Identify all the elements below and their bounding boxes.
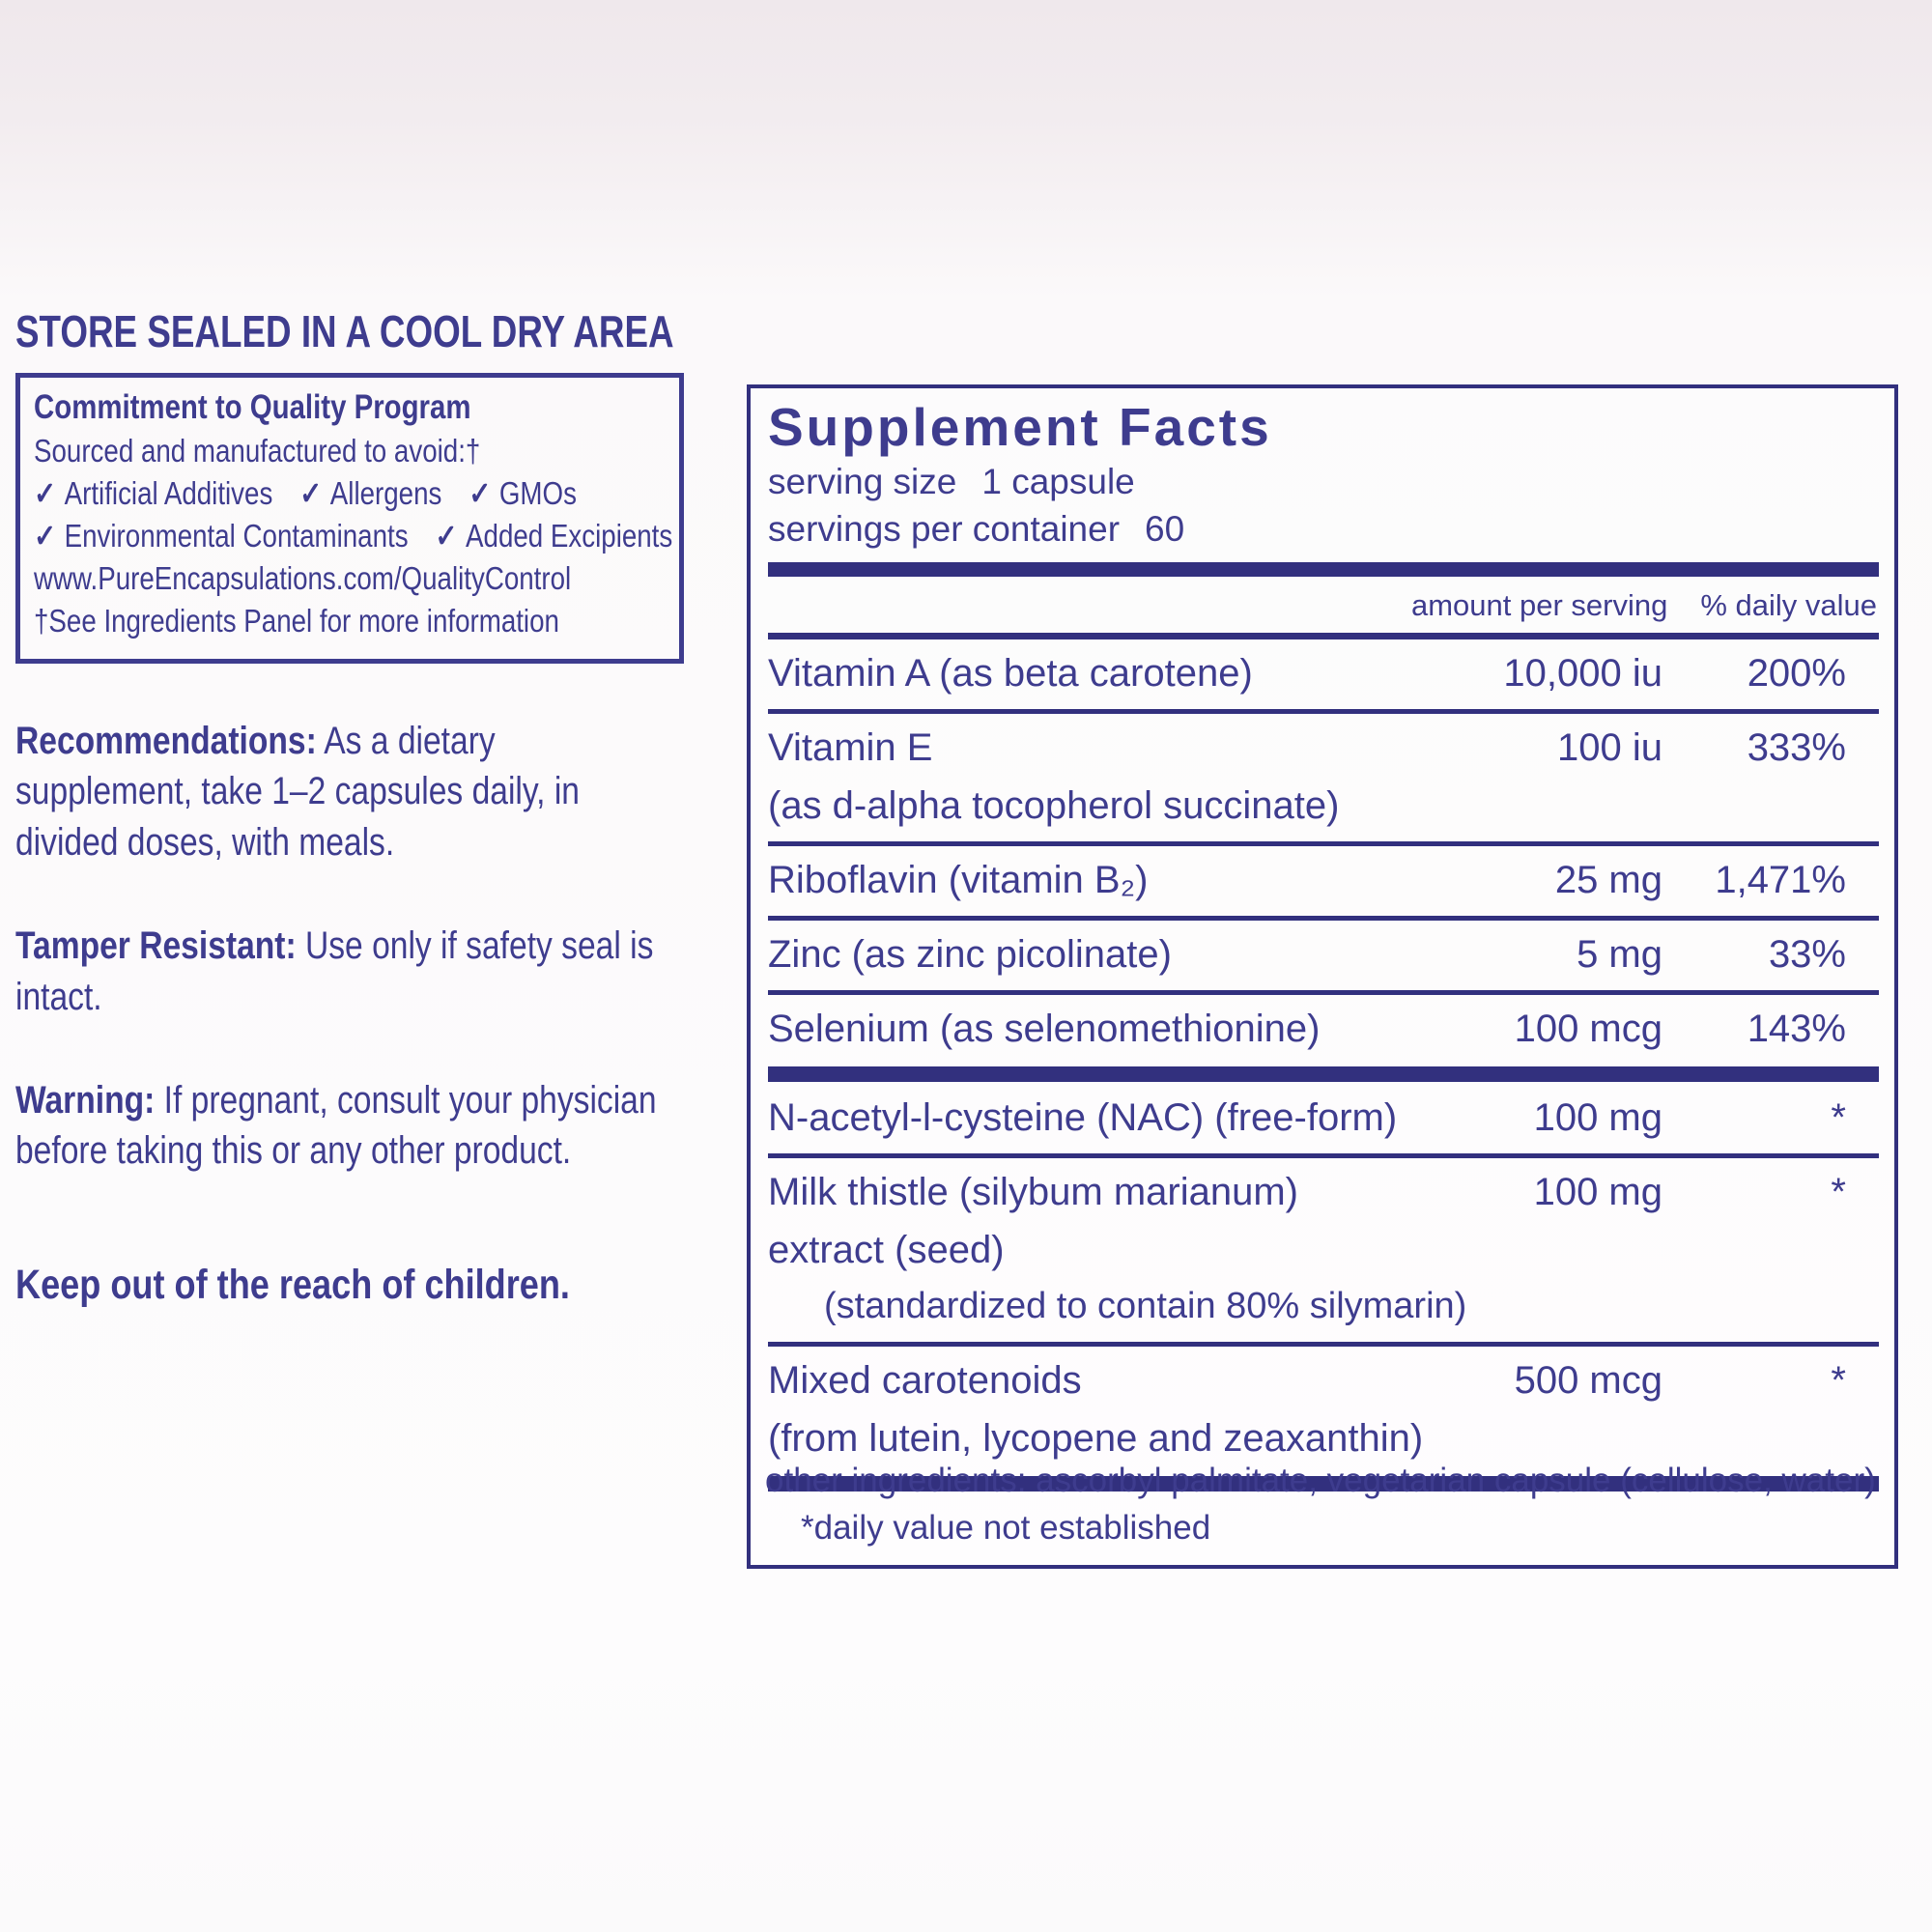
- nutrient-daily-value: *: [1831, 1096, 1846, 1139]
- nutrient-name: Riboflavin (vitamin B₂): [768, 859, 1149, 901]
- quality-box-footnote: †See Ingredients Panel for more information: [34, 603, 559, 639]
- nutrient-amount: 100 mcg: [1514, 1008, 1662, 1050]
- serving-size-value: 1 capsule: [981, 461, 1135, 501]
- warning-paragraph: [15, 1075, 674, 1178]
- facts-title: Supplement Facts: [768, 397, 1272, 457]
- table-row: [768, 1347, 1879, 1474]
- check-icon: ✓: [299, 474, 323, 511]
- nutrient-daily-value: 33%: [1768, 933, 1846, 976]
- nutrient-amount: 500 mcg: [1514, 1358, 1662, 1402]
- check-item-label: Environmental Contaminants: [64, 517, 409, 554]
- check-item: [34, 475, 280, 511]
- serving-size-line: [768, 460, 1879, 503]
- supplement-facts-panel: [747, 384, 1898, 1569]
- serving-size-label: serving size: [768, 461, 957, 501]
- nutrient-name: Vitamin A (as beta carotene): [768, 652, 1253, 695]
- check-icon: ✓: [34, 517, 57, 554]
- column-headers: [768, 581, 1879, 633]
- check-item-label: Allergens: [329, 474, 442, 511]
- nutrient-daily-value: 1,471%: [1715, 859, 1846, 901]
- daily-value-footnote: *daily value not established: [801, 1508, 1211, 1547]
- nutrient-amount: 100 mg: [1533, 1096, 1662, 1139]
- tamper-label: Tamper Resistant:: [15, 923, 297, 967]
- nutrient-name: Zinc (as zinc picolinate): [768, 933, 1172, 976]
- quality-box-title: Commitment to Quality Program: [34, 388, 471, 426]
- nutrient-amount: 100 iu: [1557, 726, 1662, 769]
- nutrient-name: Selenium (as selenomethionine): [768, 1008, 1321, 1050]
- quality-control-url: www.PureEncapsulations.com/QualityControl: [34, 560, 572, 597]
- nutrient-daily-value: 143%: [1747, 1008, 1846, 1050]
- tamper-text: Use only if safety seal is intact.: [15, 923, 654, 1018]
- table-row: [768, 921, 1879, 990]
- table-row: [768, 1158, 1879, 1342]
- nutrient-name-continued: (as d-alpha tocopherol succinate): [768, 784, 1340, 827]
- recommendations-paragraph: [15, 716, 674, 868]
- table-row: [768, 714, 1879, 841]
- nutrient-amount: 100 mg: [1533, 1171, 1662, 1213]
- nutrient-daily-value: *: [1831, 1358, 1846, 1402]
- keep-out-of-reach-text: Keep out of the reach of children.: [15, 1262, 570, 1309]
- nutrient-amount: 10,000 iu: [1503, 652, 1662, 695]
- warning-text: If pregnant, consult your physician before taking this or any other product.: [15, 1078, 657, 1173]
- servings-value: 60: [1145, 508, 1185, 549]
- divider-thick: [768, 562, 1879, 577]
- table-row: [768, 1084, 1879, 1153]
- check-item-label: Artificial Additives: [64, 474, 273, 511]
- recommendations-text: As a dietary supplement, take 1–2 capsules daily, in divided doses, with meals.: [15, 719, 580, 865]
- quality-box: [15, 373, 684, 664]
- nutrient-standardization-note: (standardized to contain 80% silymarin): [824, 1286, 1467, 1326]
- nutrient-name: N-acetyl-l-cysteine (NAC) (free-form): [768, 1096, 1398, 1139]
- nutrient-name: Vitamin E: [768, 726, 933, 769]
- nutrient-name: Mixed carotenoids: [768, 1358, 1082, 1402]
- check-item: [34, 518, 415, 554]
- tamper-paragraph: [15, 921, 674, 1023]
- daily-value-column-header: % daily value: [1700, 588, 1877, 622]
- table-row: [768, 639, 1879, 709]
- recommendations-label: Recommendations:: [15, 719, 317, 762]
- check-item: [435, 518, 672, 554]
- check-item-label: Added Excipients: [466, 517, 673, 554]
- nutrient-name: Milk thistle (silybum marianum): [768, 1171, 1298, 1213]
- nutrient-name-continued: (from lutein, lycopene and zeaxanthin): [768, 1416, 1424, 1460]
- nutrient-amount: 25 mg: [1554, 859, 1662, 901]
- quality-check-row: [34, 515, 673, 557]
- check-item: [299, 475, 449, 511]
- store-heading: STORE SEALED IN A COOL DRY AREA: [15, 306, 674, 356]
- nutrient-daily-value: *: [1831, 1171, 1846, 1213]
- nutrient-amount: 5 mg: [1577, 933, 1662, 976]
- table-row: [768, 995, 1879, 1065]
- check-icon: ✓: [435, 517, 458, 554]
- table-row: [768, 846, 1879, 916]
- servings-label: servings per container: [768, 508, 1121, 549]
- nutrient-daily-value: 200%: [1747, 652, 1846, 695]
- nutrient-name-continued: extract (seed): [768, 1229, 1005, 1271]
- warning-label: Warning:: [15, 1078, 156, 1122]
- divider-thick: [768, 1066, 1879, 1082]
- nutrient-daily-value: 333%: [1747, 726, 1846, 769]
- amount-column-header: amount per serving: [1410, 588, 1668, 622]
- other-ingredients-text: other ingredients: ascorbyl palmitate, vegetarian capsule (cellulose, water): [765, 1462, 1876, 1499]
- left-column: [15, 305, 692, 1309]
- check-item: [469, 475, 577, 511]
- servings-per-container-line: [768, 507, 1879, 551]
- check-item-label: GMOs: [498, 474, 577, 511]
- check-icon: ✓: [34, 474, 57, 511]
- quality-box-intro: Sourced and manufactured to avoid:†: [34, 432, 481, 469]
- quality-check-row: [34, 472, 668, 515]
- check-icon: ✓: [469, 474, 492, 511]
- divider: [768, 633, 1879, 639]
